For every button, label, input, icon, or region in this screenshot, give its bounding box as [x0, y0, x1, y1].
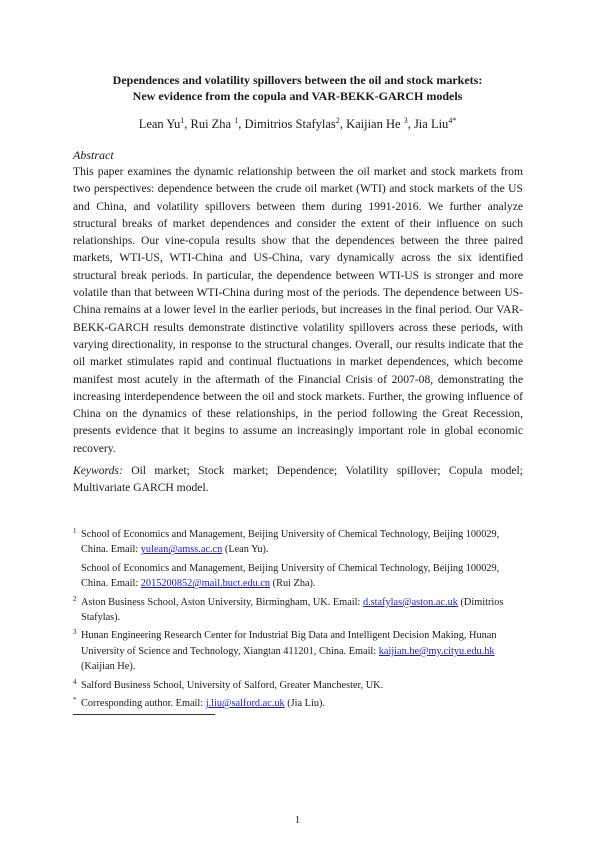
title-line-1: Dependences and volatility spillovers between the oil and stock markets:	[112, 73, 483, 87]
author	[139, 117, 191, 131]
footnote	[73, 595, 528, 626]
footnote-text: School of Economics and Management, Beijing University of Chemical Technology, Beijing 100029, China. Email:	[81, 562, 500, 590]
email-link[interactable]: kaijian.he@my.cityu.edu.hk	[378, 645, 495, 657]
footnote-text: Corresponding author. Email:	[81, 698, 206, 710]
email-link[interactable]: yulean@amss.ac.cn	[140, 544, 223, 556]
footnote	[73, 696, 528, 711]
author	[190, 117, 244, 131]
footnote-mark: 2	[73, 594, 77, 603]
footnote-text: (Dimitrios Stafylas).	[81, 596, 504, 624]
title-line-2: New evidence from the copula and VAR-BEKK-GARCH models	[132, 89, 463, 103]
author-list	[60, 113, 535, 132]
footnote-text: (Lean Yu).	[222, 544, 269, 556]
author	[346, 117, 414, 131]
keywords-label: Keywords:	[73, 464, 123, 477]
footnote-text: (Kaijian He).	[81, 661, 136, 673]
footnote-mark: 4	[73, 677, 77, 686]
email-link[interactable]: d.stafylas@aston.ac.uk	[362, 596, 458, 608]
footnote	[73, 527, 528, 558]
footnote-text: Salford Business School, University of Salford, Greater Manchester, UK.	[81, 679, 384, 691]
footnote-mark: 1	[73, 527, 77, 535]
footnote-separator-rule	[73, 714, 215, 715]
footnote-text: Aston Business School, Aston University, Birmingham, UK. Email:	[81, 596, 363, 608]
author-separator: ,	[238, 117, 245, 132]
author-affiliation-mark: 1	[180, 116, 185, 125]
author-affiliation-mark: 3	[403, 116, 408, 125]
footnote-mark: 3	[73, 628, 77, 637]
footnote	[73, 628, 528, 674]
email-link[interactable]: j.liu@salford.ac.uk	[205, 698, 285, 710]
keywords-list: Oil market; Stock market; Dependence; Volatility spillover; Copula model; Multivariate GARCH model.	[73, 464, 523, 495]
author-name: Lean Yu	[138, 117, 181, 132]
author-affiliation-mark: 2	[335, 116, 340, 125]
paper-title	[60, 72, 535, 104]
footnote-text: (Rui Zha).	[270, 578, 316, 590]
author-separator: ,	[184, 117, 191, 132]
footnote	[73, 678, 528, 693]
author-name: Kaijian He	[346, 117, 404, 132]
keywords	[73, 462, 523, 497]
author-separator: ,	[407, 117, 414, 132]
footnote-text: Hunan Engineering Research Center for Industrial Big Data and Intelligent Decision Making, Hunan University of Science and Technology, Xiangtan 411201, China. Email:	[81, 630, 497, 657]
footnote-text: School of Economics and Management, Beijing University of Chemical Technology, Beijing 100029, China. Email:	[81, 529, 500, 556]
author	[414, 117, 456, 131]
author-name: Jia Liu	[413, 117, 449, 132]
author-name: Rui Zha	[190, 117, 235, 132]
author	[244, 117, 346, 131]
author-affiliation-mark: 1	[234, 116, 239, 125]
email-link[interactable]: 2015200852@mail.buct.edu.cn	[140, 578, 271, 590]
footnote-text: (Jia Liu).	[284, 698, 325, 710]
author-separator: ,	[339, 117, 347, 132]
author-name: Dimitrios Stafylas	[244, 117, 336, 132]
footnote-mark: *	[73, 696, 77, 705]
abstract-body: This paper examines the dynamic relationship between the oil market and stock markets from two perspectives: dependence between the crude oil market (WTI) and stock markets of the US and China, and volatility spillovers between them during 1991-2016. We further analyze structural breaks of market dependences and consider the extent of their influence on such relationships. Our vine-copula results show that the dependences between the three paired markets, WTI-US, WTI-China and US-China, vary dynamically across the six identified structural break periods. In particular, the dependence between WTI-US is stronger and more volatile than that between WTI-China during most of the periods. The dependence between US-China remains at a lower level in the earlier periods, but increases in the final period. Our VAR-BEKK-GARCH results demonstrate distinctive volatility spillovers across these periods, with varying directionality, in response to the structural changes. Overall, our results indicate that the oil market stimulates rapid and continual fluctuations in market dependences, which become manifest most acutely in the aftermath of the Financial Crisis of 2007-08, demonstrating the increasing interdependence between the oil and stock markets. Further, the growing influence of China on the dynamics of these relationships, in the period following the Great Recession, presents evidence that it begins to assume an increasingly important role in global economic recovery.	[73, 165, 523, 455]
footnotes	[73, 527, 528, 714]
footnote	[73, 561, 528, 592]
page-number: 1	[294, 815, 301, 826]
author-affiliation-mark: 4*	[448, 116, 457, 125]
abstract-heading: Abstract	[73, 148, 114, 162]
